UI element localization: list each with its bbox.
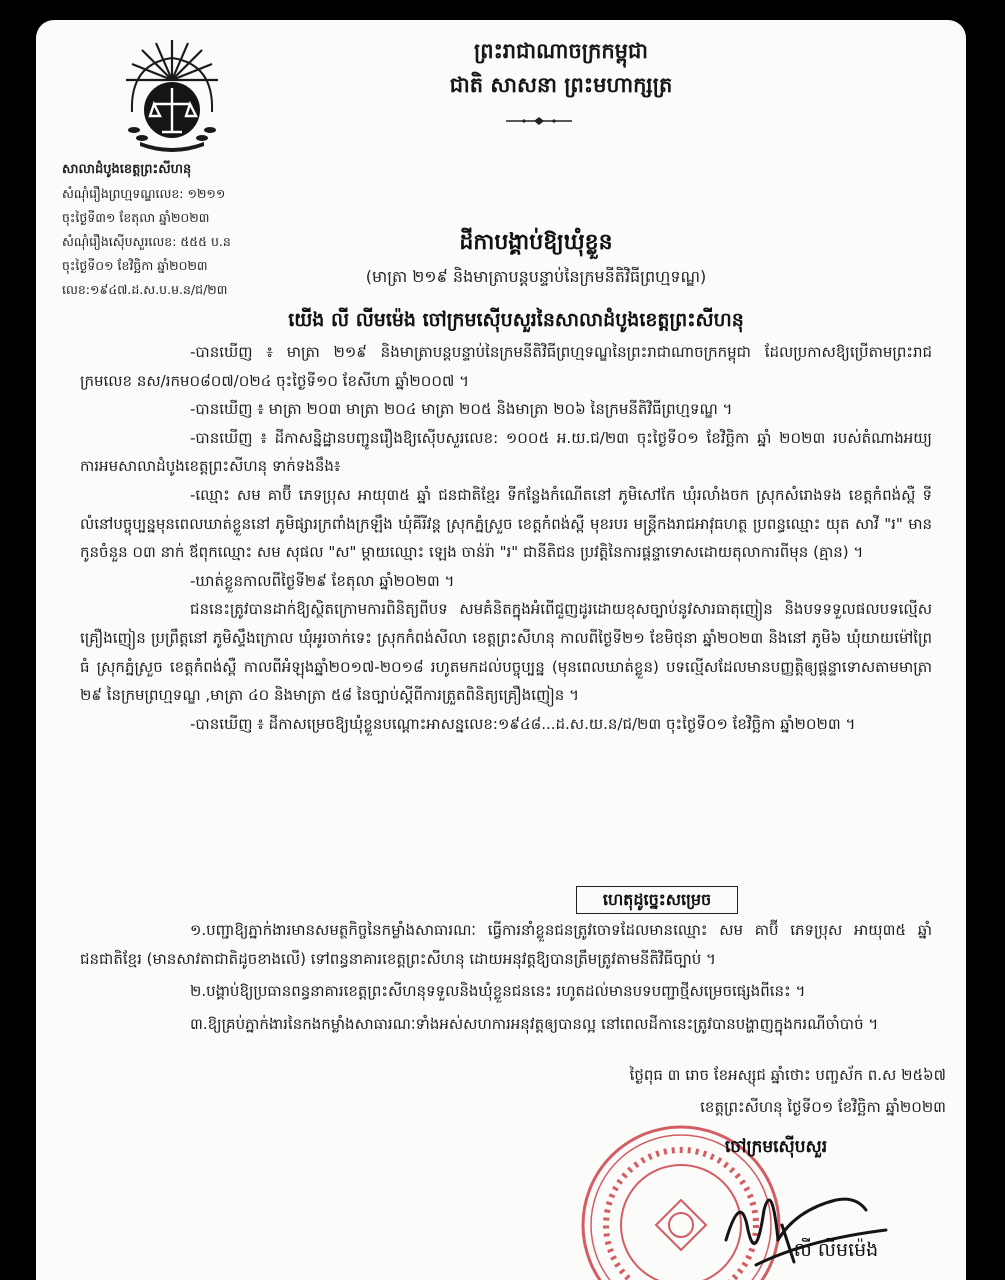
national-motto: ជាតិ សាសនា ព្រះមហាក្សត្រ	[449, 73, 673, 97]
paragraph: -បានឃើញ ៖ មាត្រា ២១៩ និងមាត្រាបន្តបន្ទាប់នៃក្រមនីតិវិធីព្រហ្មទណ្ឌនៃព្រះរាជាណាចក្រកម្ពុជា ដែលប្រកាសឱ្យប្រើតាមព្រះរាជក្រមលេខ នស/រកម០៨០៧/០២៤ ចុះថ្ងៃទី១០ ខែសីហា ឆ្នាំ២០០៧ ។	[80, 343, 932, 390]
document-title: ដីកាបង្គាប់ឱ្យឃុំខ្លួន	[459, 230, 613, 255]
header-ornament-icon	[504, 116, 574, 126]
paragraph: -បានឃើញ ៖ មាត្រា ២០៣ មាត្រា ២០៤ មាត្រា ២០៥ និងមាត្រា ២០៦ នៃក្រមនីតិវិធីព្រហ្មទណ្ឌ ។	[190, 400, 733, 419]
document-subtitle: (មាត្រា ២១៩ និងមាត្រាបន្តបន្ទាប់នៃក្រមនីតិវិធីព្រហ្មទណ្ឌ)	[365, 267, 707, 286]
signer-name: លី លីមម៉េង	[793, 1239, 879, 1261]
investigation-number: សំណុំរឿងស៊ើបសួរលេខ: ៥៥៥ ប.ន	[62, 234, 231, 249]
paragraph: -ឃាត់ខ្លួនកាលពីថ្ងៃទី២៩ ខែតុលា ឆ្នាំ២០២៣ ។	[190, 571, 455, 590]
kingdom-header	[416, 34, 706, 102]
decision-list	[80, 916, 932, 1042]
court-emblem-icon	[120, 34, 224, 154]
judge-statement: យើង លី លីមម៉េង ចៅក្រមស៊ើបសួរនៃសាលាដំបូងខេត្តព្រះសីហនុ	[288, 309, 744, 331]
paragraph: -បានឃើញ ៖ ដីកាសន្និដ្ឋានបញ្ជូនរឿងឱ្យស៊ើបសួរលេខ: ១០០៥ អ.យ.ជ/២៣ ចុះថ្ងៃទី០១ ខែវិច្ឆិកា ឆ្នាំ ២០២៣ របស់តំណាងអយ្យការអមសាលាដំបូងខេត្តព្រះសីហនុ ទាក់ទងនឹង៖	[80, 428, 932, 476]
case-file-date: ចុះថ្ងៃទី៣១ ខែតុលា ឆ្នាំ២០២៣	[62, 210, 210, 225]
reference-number: លេខ:១៩៤៧.ដ.ស.ប.ម.ន/ជ/២៣	[62, 282, 228, 297]
decision-item: ៣.ឱ្យគ្រប់ភ្នាក់ងារនៃកងកម្លាំងសាធារណៈទាំងអស់សហការអនុវត្តឲ្យបានល្អ នៅពេលដីកានេះត្រូវបានបង្ហាញក្នុងករណីចាំបាច់ ។	[190, 1014, 879, 1033]
signer-title: ចៅក្រមស៊ើបសួរ	[724, 1137, 828, 1157]
investigation-date: ចុះថ្ងៃទី០១ ខែវិច្ឆិកា ឆ្នាំ២០២៣	[62, 258, 208, 273]
paragraph: ជននេះត្រូវបានដាក់ឱ្យស្ថិតក្រោមការពិនិត្យពីបទ សមគំនិតក្នុងអំពើជួញដូរដោយខុសច្បាប់នូវសារធាតុញៀន និងបទទទួលផលបទល្មើសគ្រឿងញៀន ប្រព្រឹត្តនៅ ភូមិស្ទឹងក្រោល ឃុំអូរចាក់ទេះ ស្រុកកំពង់សីលា ខេត្តព្រះសីហនុ កាលពីថ្ងៃទី២១ ខែមិថុនា ឆ្នាំ២០២៣ និងនៅ ភូមិ៦ ឃុំយាយម៉ៅព្រៃធំ ស្រុកភ្នំស្រួច ខេត្តកំពង់ស្ពឺ កាលពីអំឡុងឆ្នាំ២០១៧-២០១៨ រហូតមកដល់បច្ចុប្បន្ន (មុនពេលឃាត់ខ្លួន) បទល្មើសដែលមានបញ្ញត្តិឲ្យផ្តន្ទាទោសតាមមាត្រា ២៩ នៃក្រមព្រហ្មទណ្ឌ ,មាត្រា ៤០ និងមាត្រា ៥៨ នៃច្បាប់ស្តីពីការត្រួតពិនិត្យគ្រឿងញៀន ។	[80, 600, 932, 705]
paragraph: -បានឃើញ ៖ ដីកាសម្រេចឱ្យឃុំខ្លួនបណ្តោះអាសន្នលេខ:១៩៤៨...ដ.ស.យ.ន/ជ/២៣ ចុះថ្ងៃទី០១ ខែវិច្ឆិកា ឆ្នាំ២០២៣ ។	[190, 714, 856, 733]
document-page	[36, 20, 966, 1280]
case-reference-block	[62, 158, 322, 302]
court-name: សាលាដំបូងខេត្តព្រះសីហនុ	[62, 162, 192, 177]
decision-item: ១.បញ្ជាឱ្យភ្នាក់ងារមានសមត្ថកិច្ចនៃកម្លាំងសាធារណៈ ធ្វើការនាំខ្លួនជនត្រូវចោទដែលមានឈ្មោះ សម គាប៊ី ភេទប្រុស អាយុ៣៥ ឆ្នាំ ជនជាតិខ្មែរ (មានសាវតាជាតិដូចខាងលើ) ទៅពន្ធនាគារខេត្តព្រះសីហនុ ដោយអនុវត្តឱ្យបានត្រឹមត្រូវតាមនីតិវិធីច្បាប់ ។	[80, 921, 932, 968]
place-date: ខេត្តព្រះសីហនុ ថ្ងៃទី០១ ខែវិច្ឆិកា ឆ្នាំ២០២៣	[700, 1098, 946, 1116]
document-body	[80, 338, 932, 738]
kingdom-name: ព្រះរាជាណាចក្រកម្ពុជា	[473, 39, 648, 63]
reason-heading: ហេតុដូច្នេះសម្រេច	[576, 886, 738, 914]
lunar-date: ថ្ងៃពុធ ៣ រោច ខែអស្សុជ ឆ្នាំថោះ បញ្ចស័ក ព.ស ២៥៦៧	[629, 1066, 946, 1084]
decision-item: ២.បង្គាប់ឱ្យប្រធានពន្ធនាគារខេត្តព្រះសីហនុទទួលនិងឃុំខ្លួនជននេះ រហូតដល់មានបទបញ្ជាថ្មីសម្រេចផ្សេងពីនេះ ។	[190, 982, 806, 1001]
paragraph: -ឈ្មោះ សម គាប៊ី ភេទប្រុស អាយុ៣៥ ឆ្នាំ ជនជាតិខ្មែរ ទីកន្លែងកំណើតនៅ ភូមិសៅកែ ឃុំរលាំងចក ស្រុកសំរោងទង ខេត្តកំពង់ស្ពឺ ទីលំនៅបច្ចុប្បន្នមុនពេលឃាត់ខ្លួននៅ ភូមិផ្សារក្រពាំងក្រឡឹង ឃុំគីរីវន្ត ស្រុកភ្នំស្រួច ខេត្តកំពង់ស្ពឺ មុខរបរ មន្ត្រីកងរាជអាវុធហត្ថ ប្រពន្ធឈ្មោះ យុត សាវី "រ" មានកូនចំនួន ០៣ នាក់ ឪពុកឈ្មោះ សម សុផល "ស" ម្តាយឈ្មោះ ឡេង ចាន់រ៉ា "រ" ជានីតិជន ប្រវត្តិនៃការផ្តន្ទាទោសដោយតុលាការពីមុន (គ្មាន) ។	[80, 485, 932, 562]
case-file-number: សំណុំរឿងព្រហ្មទណ្ឌលេខ: ១២១១	[62, 186, 226, 201]
